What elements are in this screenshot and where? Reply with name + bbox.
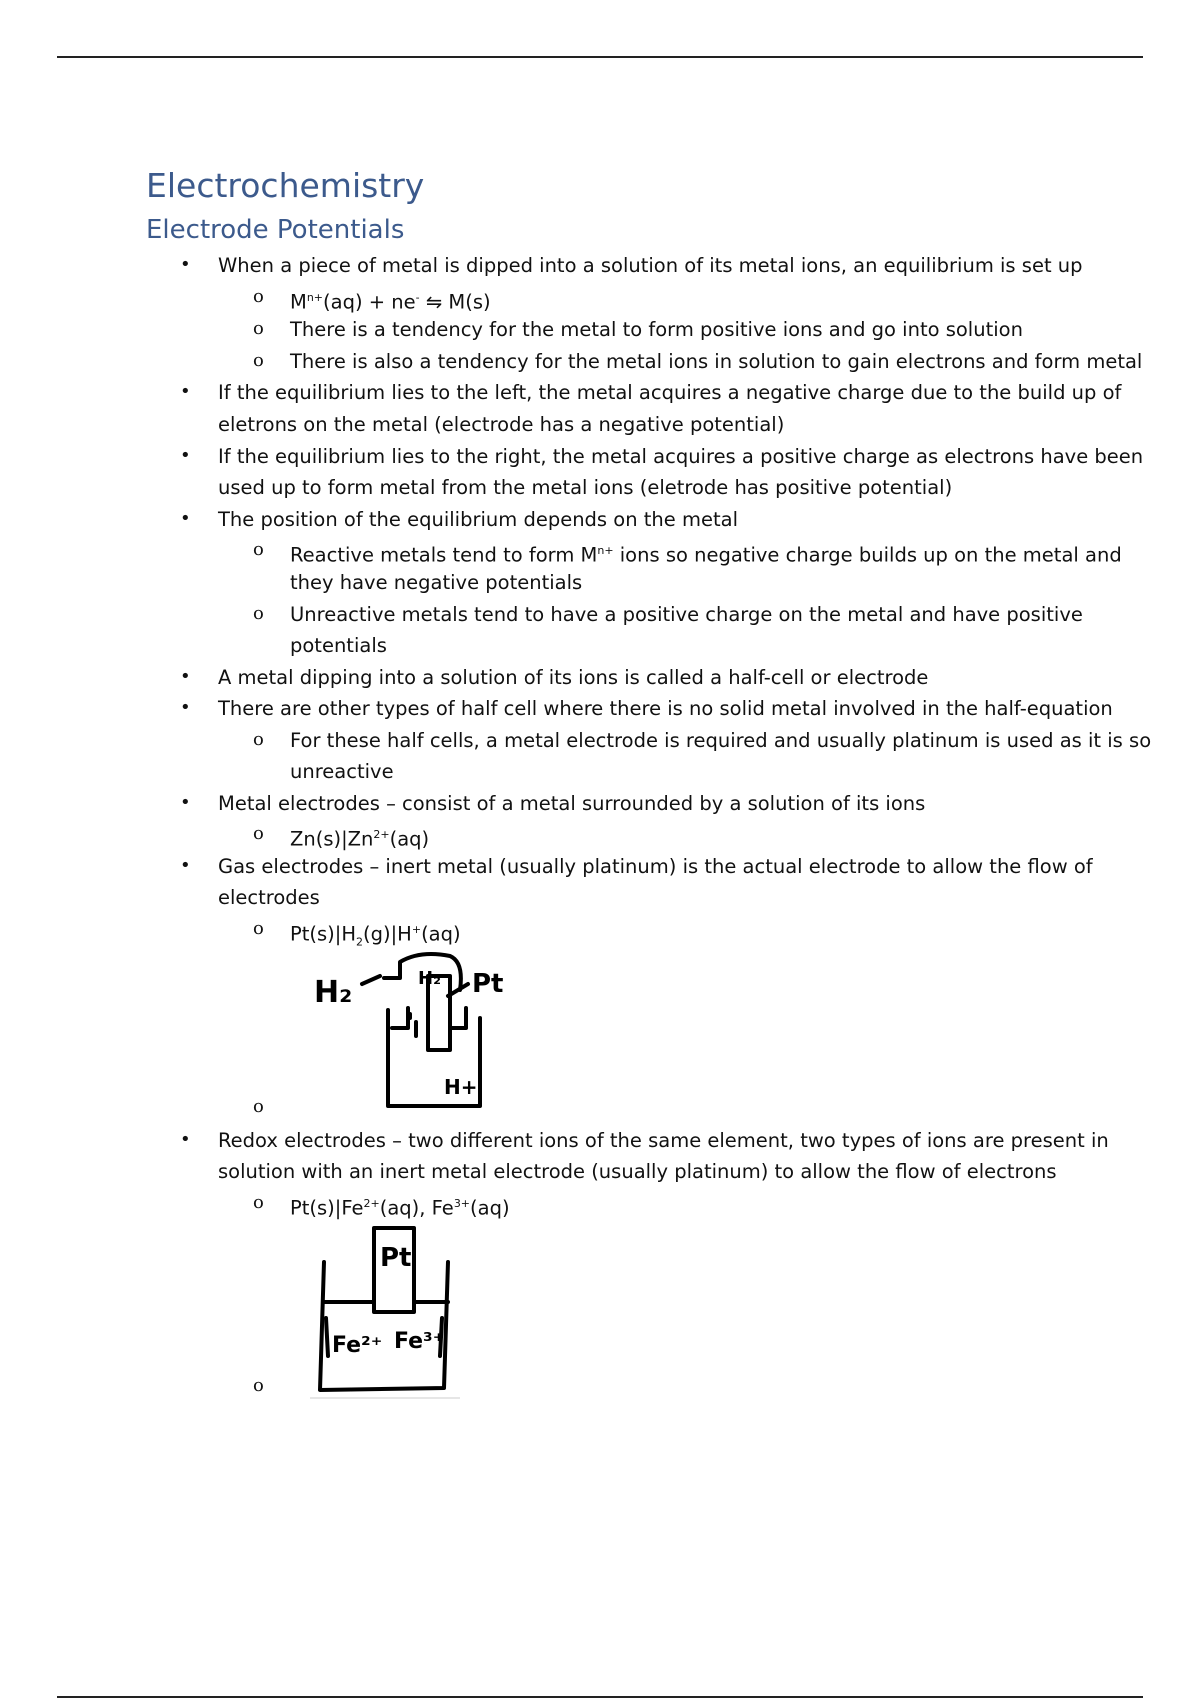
text-part: (aq), Fe [379,1196,454,1220]
superscript: 3+ [453,1197,471,1210]
bullet-circle: o [253,350,264,371]
hydrogen-electrode-sketch [300,948,520,1116]
bullet-disc: • [180,666,191,687]
liquid-level-right [452,1008,466,1028]
text-part: Pt(s)|Fe [290,1196,364,1220]
superscript: + [411,923,422,936]
bullet-disc: • [180,254,191,275]
pt-label: Pt [380,1243,412,1273]
equation-part: (aq) + ne [323,290,416,314]
h2-gas-label: H₂ [418,968,441,989]
bullet-circle: o [253,318,264,339]
list-item: There is also a tendency for the metal ions in solution to gain electrons and form metal [290,350,1143,373]
list-item [290,539,1122,568]
list-item-continued: used up to form metal from the metal ions (eletrode has positive potential) [218,476,953,499]
inner-bubbles [410,1014,416,1036]
bullet-disc: • [180,1129,191,1150]
section-heading: Electrode Potentials [146,215,405,245]
bullet-disc: • [180,792,191,813]
list-item: Metal electrodes – consist of a metal surrounded by a solution of its ions [218,792,926,815]
bullet-circle: o [253,286,264,307]
superscript: 2+ [363,1197,380,1210]
list-item: Gas electrodes – inert metal (usually platinum) is the actual electrode to allow the flow of [218,855,1093,878]
cell-notation [290,823,429,852]
rule-bottom [57,1696,1143,1698]
fe2-label: Fe²⁺ [332,1333,383,1358]
bullet-disc: • [180,445,191,466]
list-item: A metal dipping into a solution of its ions is called a half-cell or electrode [218,666,929,689]
list-item: If the equilibrium lies to the left, the metal acquires a negative charge due to the build up of [218,381,1122,404]
list-item-continued: electrodes [218,886,320,909]
bullet-circle: o [253,823,264,844]
list-item: For these half cells, a metal electrode is required and usually platinum is used as it is so [290,729,1152,752]
equilibrium-equation [290,286,491,315]
hplus-label: H+ [444,1075,478,1099]
text-part: Zn(s)|Zn [290,827,374,851]
h2-label: H₂ [314,975,353,1010]
text-part: (aq) [421,922,461,946]
list-item: The position of the equilibrium depends on the metal [218,508,738,531]
list-item-continued: unreactive [290,760,394,783]
list-item: Redox electrodes – two different ions of the same element, two types of ions are present in [218,1129,1109,1152]
list-item: There is a tendency for the metal to form positive ions and go into solution [290,318,1023,341]
rule-top [57,56,1143,58]
superscript: n+ [306,291,324,304]
redox-electrode-sketch [310,1222,460,1402]
bullet-circle: o [253,729,264,750]
fe3-label: Fe³⁺ [394,1329,445,1354]
list-item: When a piece of metal is dipped into a solution of its metal ions, an equilibrium is set up [218,254,1083,277]
superscript: 2+ [373,828,390,841]
list-item-continued: solution with an inert metal electrode (usually platinum) to allow the flow of electrons [218,1160,1057,1183]
bullet-circle: o [253,603,264,624]
list-item: If the equilibrium lies to the right, the metal acquires a positive charge as electrons have been [218,445,1144,468]
bullet-disc: • [180,381,191,402]
superscript: n+ [597,544,614,557]
bullet-circle: o [253,918,264,939]
list-item-continued: potentials [290,634,387,657]
list-item-continued: eletrons on the metal (electrode has a negative potential) [218,413,785,436]
cell-notation [290,1192,510,1221]
text-part: (aq) [470,1196,510,1220]
page-title: Electrochemistry [146,166,425,205]
bullet-disc: • [180,508,191,529]
pt-label: Pt [472,969,504,999]
liquid-level-left [392,1008,408,1028]
bullet-circle: o [253,1375,264,1396]
text-part: ions so negative charge builds up on the metal and [613,543,1122,567]
bullet-disc: • [180,855,191,876]
list-item-continued: they have negative potentials [290,571,583,594]
superscript: - [415,291,420,304]
bullet-circle: o [253,539,264,560]
h2-arrow-line [362,976,380,984]
text-part: (g)|H [363,922,412,946]
bullet-circle: o [253,1096,264,1117]
list-item: Unreactive metals tend to have a positive charge on the metal and have positive [290,603,1083,626]
text-part: (aq) [389,827,430,851]
list-item: There are other types of half cell where there is no solid metal involved in the half-equation [218,697,1113,720]
text-part: Pt(s)|H [290,922,357,946]
equation-part: M [290,290,307,314]
subscript: 2 [356,935,364,949]
bullet-circle: o [253,1192,264,1213]
bullet-disc: • [180,697,191,718]
beaker [320,1262,448,1390]
text-part: Reactive metals tend to form M [290,543,598,567]
equation-part: ⇋ M(s) [419,290,491,314]
